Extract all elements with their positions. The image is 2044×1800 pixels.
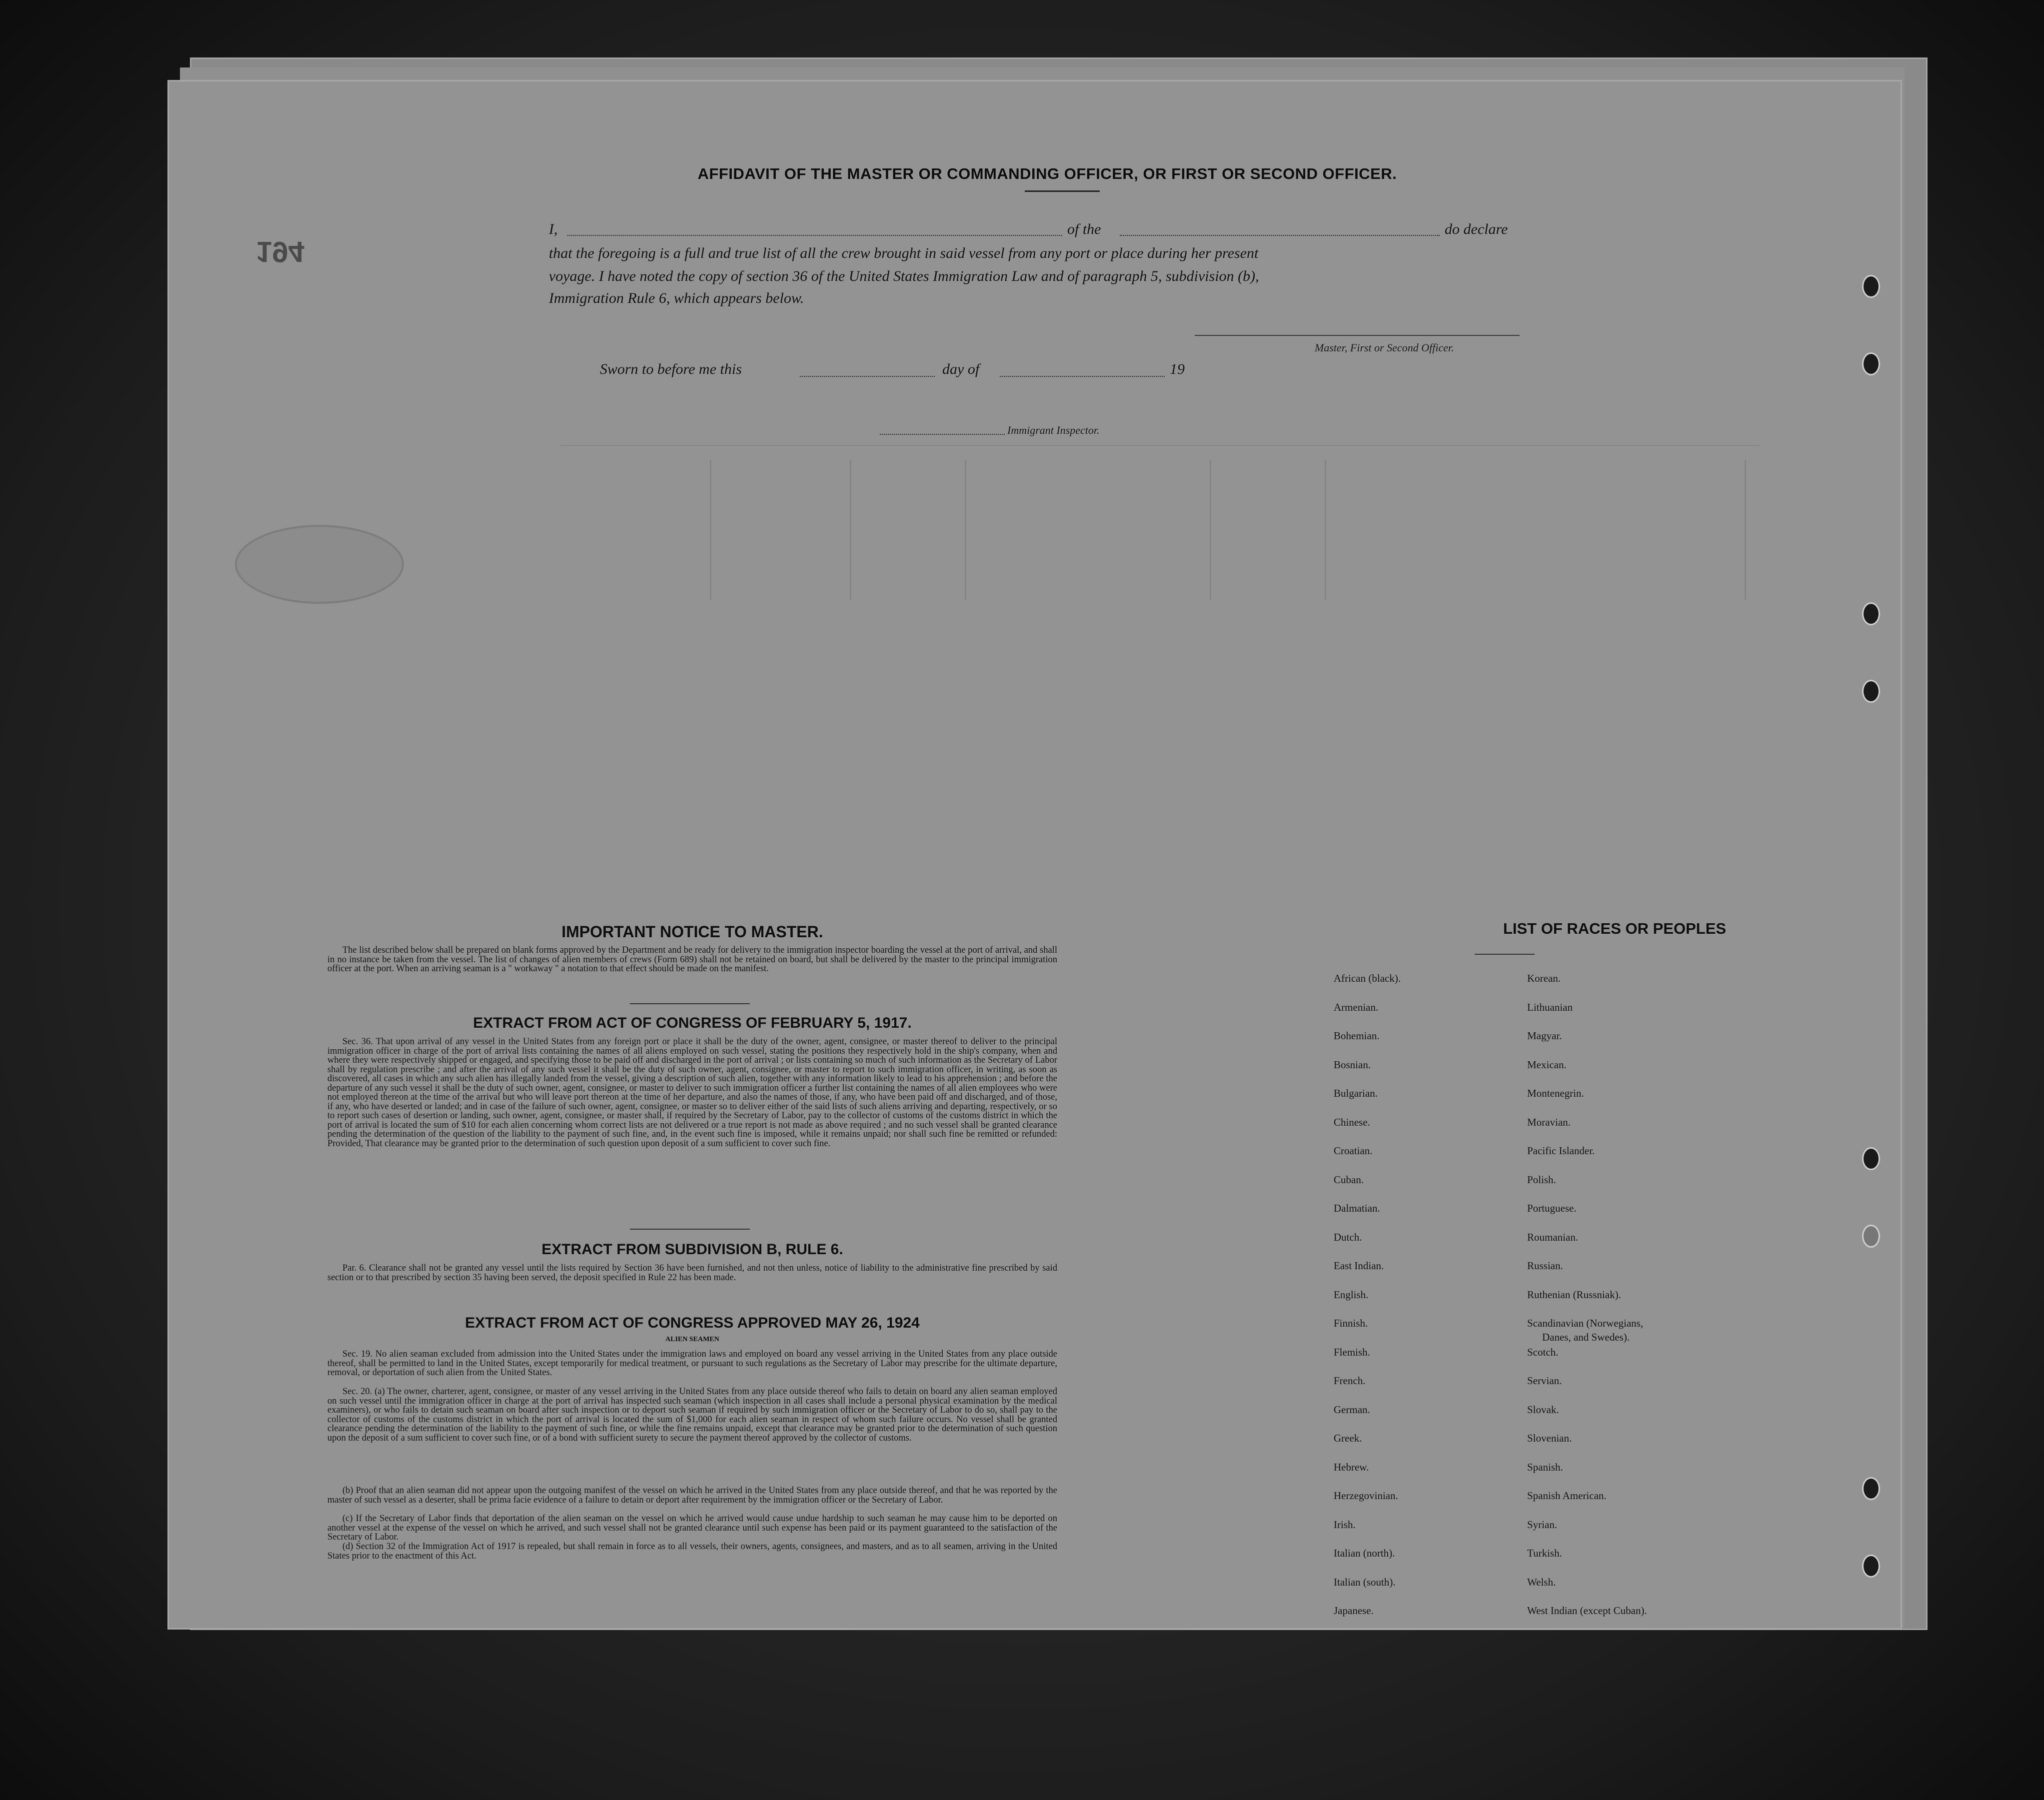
race-item: Bohemian. (1334, 1030, 1380, 1042)
race-item: West Indian (except Cuban). (1527, 1605, 1647, 1617)
inspector-blank (880, 434, 1005, 435)
race-item: Servian. (1527, 1375, 1562, 1387)
extract-1924-sec20d: (d) Section 32 of the Immigration Act of 1917 is repealed, but shall remain in force as to all vessels, their owners, agents, consignees, and masters, and as to all seamen, arriving in the United States prior to the enactment of this Act. (327, 1542, 1057, 1561)
extract-rule6-heading: EXTRACT FROM SUBDIVISION B, RULE 6. (541, 1241, 843, 1258)
affidavit-line4: Immigration Rule 6, which appears below. (549, 290, 804, 306)
race-item: Syrian. (1527, 1518, 1558, 1531)
bleed-through-column (1210, 460, 1211, 600)
day-blank (800, 376, 935, 377)
binder-hole (1862, 1225, 1880, 1248)
races-underline (1475, 954, 1535, 955)
race-item: Slovak. (1527, 1403, 1559, 1416)
race-item: Scotch. (1527, 1346, 1559, 1358)
extract-1917-text: Sec. 36. That upon arrival of any vessel in the United States from any foreign port or place it shall be the duty of the owner, agent, consignee, or master thereof to deliver to the principal immigration officer in charge of the port of arrival lists containing the names of all aliens employed on such vessel, stating the positions they respectively hold in the ship's company, when and where they were respectively shipped or engaged, and specifying those to be paid off and discharged in the port of arrival ; or lists containing so much of such information as the Secretary of Labor shall by regulation prescribe ; and after the arrival of any such vessel it shall be the duty of such owner, agent, consignee, or master to report to such immigration officer, in writing, as soon as discovered, all cases in which any such alien has illegally landed from the vessel, giving a description of such alien, together with any information likely to lead to his apprehension ; and before the departure of any such vessel it shall be the duty of such owner, agent, consignee, or master to deliver to such immigration officer a further list containing the names of all alien employees who were not employed thereon at the time of the arrival but who will leave port thereon at the time of her departure, and also the names of those, if any, who have been paid off and discharged, and of those, if any, who have deserted or landed; and in case of the failure of such owner, agent, consignee, or master so to deliver either of the said lists of such aliens arriving and departing, respectively, or so to report such cases of desertion or landing, such owner, agent, consignee, or master shall, if required by the Secretary of Labor, pay to the collector of customs of the customs district in which the port of arrival is located the sum of $10 for each alien concerning whom correct lists are not delivered or a true report is not made as above required ; and no such vessel shall be granted clearance pending the determination of the question of the liability to the payment of such fine, and, in the event such fine is imposed, while it remains unpaid; nor shall such fine be remitted or refunded: Provided, That clearance may be granted prior to the determination of such question upon deposit of a sum sufficient to cover such fine. (327, 1037, 1057, 1149)
race-item: Slovenian. (1527, 1432, 1572, 1444)
race-item: Greek. (1334, 1432, 1362, 1444)
separator (630, 1229, 750, 1230)
vessel-blank (1120, 235, 1440, 236)
binder-hole (1862, 275, 1880, 298)
sworn-text: Sworn to before me this (600, 361, 742, 377)
race-item: Mexican. (1527, 1058, 1567, 1071)
affidavit-line3: voyage. I have noted the copy of section 36 of the United States Immigration Law and of paragraph 5, subdivision (b), (549, 268, 1259, 284)
race-item: Armenian. (1334, 1001, 1379, 1013)
race-item: Cuban. (1334, 1173, 1364, 1186)
race-item: East Indian. (1334, 1260, 1384, 1272)
race-item: Magyar. (1527, 1030, 1562, 1042)
races-title: LIST OF RACES OR PEOPLES (1503, 920, 1727, 937)
faded-stamp (235, 525, 404, 604)
binder-hole (1862, 352, 1880, 375)
bleed-through-column (965, 460, 966, 600)
binder-hole (1862, 680, 1880, 703)
month-blank (1000, 376, 1165, 377)
bleed-through-rule (560, 445, 1760, 446)
inspector-caption: Immigrant Inspector. (1007, 424, 1100, 436)
race-item: Roumanian. (1527, 1231, 1579, 1243)
race-item: Spanish American. (1527, 1490, 1607, 1502)
race-item: Lithuanian (1527, 1001, 1573, 1013)
name-blank (567, 235, 1062, 236)
separator (630, 1003, 750, 1004)
margin-number: 194 (256, 235, 304, 268)
race-item: Scandinavian (Norwegians, (1527, 1317, 1644, 1329)
race-item: German. (1334, 1403, 1370, 1416)
race-item: Bulgarian. (1334, 1087, 1378, 1099)
race-item: Polish. (1527, 1173, 1556, 1186)
binder-hole (1862, 1555, 1880, 1578)
alien-seamen-subheading: ALIEN SEAMEN (665, 1336, 719, 1343)
title-underline (1025, 190, 1100, 192)
binder-hole (1862, 1477, 1880, 1500)
extract-1917-heading: EXTRACT FROM ACT OF CONGRESS OF FEBRUARY 5, 1917. (473, 1015, 912, 1031)
race-item: Welsh. (1527, 1576, 1556, 1588)
race-item: Pacific Islander. (1527, 1145, 1595, 1157)
race-item: Chinese. (1334, 1116, 1370, 1128)
race-item: Danes, and Swedes). (1542, 1331, 1630, 1343)
race-item: Dalmatian. (1334, 1202, 1380, 1214)
day-of-text: day of (942, 361, 980, 377)
year-text: 19 (1170, 361, 1185, 377)
bleed-through-column (1745, 460, 1746, 600)
bleed-through-column (710, 460, 711, 600)
master-caption: Master, First or Second Officer. (1315, 341, 1454, 354)
race-item: Finnish. (1334, 1317, 1368, 1329)
binder-hole (1862, 1147, 1880, 1170)
race-item: Bosnian. (1334, 1058, 1371, 1071)
race-item: African (black). (1334, 972, 1401, 984)
affidavit-of-the: of the (1067, 221, 1101, 237)
extract-1924-sec20a: Sec. 20. (a) The owner, charterer, agent, consignee, or master of any vessel arriving in the United States from any place outside thereof who fails to detain on board any alien seaman employed on such vessel until the immigration officer in charge at the port of arrival has inspected such seaman (which inspection in all cases shall include a personal physical examination by the medical examiners), or who fails to detain such seaman on board after such inspection or to deport such seaman if required by such immigration officer or the Secretary of Labor to do so, shall pay to the collector of customs of the customs district in which the port of arrival is located the sum of $1,000 for each alien seaman in respect of whom such failure occurs. No vessel shall be granted clearance pending the determination of the liability to the payment of such fine, or while the fine remains unpaid, except that clearance may be granted prior to the determination of such question upon the deposit of a sum sufficient to cover such fine, or of a bond with sufficient surety to secure the payment thereof approved by the collector of customs. (327, 1387, 1057, 1443)
bleed-through-column (850, 460, 851, 600)
race-item: Portuguese. (1527, 1202, 1577, 1214)
race-item: English. (1334, 1288, 1369, 1301)
notice-text: The list described below shall be prepared on blank forms approved by the Department and be ready for delivery to the immigration inspector boarding the vessel at the port of arrival, and shall in no instance be taken from the vessel. The list of changes of alien members of crews (Form 689) shall not be retained on board, but shall be delivered by the master to the principal immigration officer at the port. When an arriving seaman is a " workaway " a notation to that effect should be made on the manifest. (327, 945, 1057, 974)
race-item: Russian. (1527, 1260, 1563, 1272)
race-item: Dutch. (1334, 1231, 1362, 1243)
race-item: Spanish. (1527, 1461, 1563, 1473)
master-signature-line (1195, 335, 1520, 336)
race-item: French. (1334, 1375, 1366, 1387)
extract-1924-sec20b: (b) Proof that an alien seaman did not appear upon the outgoing manifest of the vessel on which he arrived in the United States from any place outside thereof, and that he was reported by the master of such vessel as a deserter, shall be prima facie evidence of a failure to detain or deport after requirement by the immigration officer or the Secretary of Labor. (327, 1486, 1057, 1505)
extract-1924-heading: EXTRACT FROM ACT OF CONGRESS APPROVED MAY 26, 1924 (465, 1315, 920, 1331)
bleed-through-column (1325, 460, 1326, 600)
extract-1924-sec20c: (c) If the Secretary of Labor finds that deportation of the alien seaman on the vessel on which he arrived would cause undue hardship to such seaman he may cause him to be deported on another vessel at the expense of the vessel on which he arrived, and such vessel shall not be granted clearance until such expense has been paid or its payment guaranteed to the satisfaction of the Secretary of Labor. (327, 1514, 1057, 1542)
extract-1924-sec19: Sec. 19. No alien seaman excluded from admission into the United States under the immigration laws and employed on board any vessel arriving in the United States from any place outside thereof, shall be permitted to land in the United States, except temporarily for medical treatment, or pursuant to such regulations as the Secretary of Labor may prescribe for the ultimate departure, removal, or deportation of such alien from the United States. (327, 1349, 1057, 1378)
race-item: Korean. (1527, 972, 1561, 984)
race-item: Italian (north). (1334, 1547, 1395, 1559)
race-item: Herzegovinian. (1334, 1490, 1398, 1502)
race-item: Flemish. (1334, 1346, 1370, 1358)
race-item: Japanese. (1334, 1605, 1374, 1617)
affidavit-title: AFFIDAVIT OF THE MASTER OR COMMANDING OFFICER, OR FIRST OR SECOND OFFICER. (697, 165, 1397, 182)
race-item: Italian (south). (1334, 1576, 1396, 1588)
race-item: Croatian. (1334, 1145, 1373, 1157)
extract-rule6-text: Par. 6. Clearance shall not be granted any vessel until the lists required by Section 36 have been furnished, and not then unless, notice of liability to the administrative fine prescribed by said section or to that prescribed by section 35 having been served, the deposit specified in Rule 22 has been made. (327, 1263, 1057, 1283)
race-item: Montenegrin. (1527, 1087, 1584, 1099)
notice-heading: IMPORTANT NOTICE TO MASTER. (561, 923, 823, 941)
race-item: Irish. (1334, 1518, 1356, 1531)
affidavit-i: I, (549, 221, 558, 237)
race-item: Ruthenian (Russniak). (1527, 1288, 1621, 1301)
affidavit-do-declare: do declare (1445, 221, 1508, 237)
affidavit-line2: that the foregoing is a full and true list of all the crew brought in said vessel from any port or place during her present (549, 245, 1259, 261)
race-item: Moravian. (1527, 1116, 1571, 1128)
race-item: Turkish. (1527, 1547, 1562, 1559)
race-item: Hebrew. (1334, 1461, 1369, 1473)
binder-hole (1862, 602, 1880, 625)
